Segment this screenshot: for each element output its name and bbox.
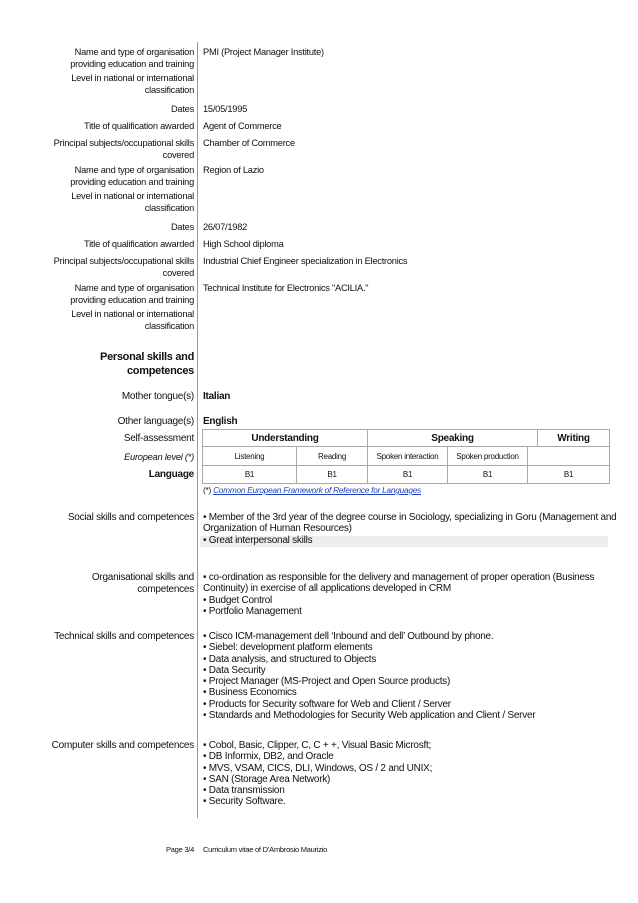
list-item: • SAN (Storage Area Network) [203, 773, 331, 785]
personal-skills-title: Personal skills and competences [100, 351, 194, 377]
list-item: • Great interpersonal skills [203, 534, 313, 546]
list-item: • Portfolio Management [203, 605, 302, 617]
technical-skills-label: Technical skills and competences [54, 631, 194, 642]
list-item: • Data transmission [203, 785, 285, 797]
education-value: Industrial Chief Engineer specialization in Electronics [203, 256, 408, 266]
level-reading: B1 [297, 466, 368, 484]
writing-subheader [528, 447, 610, 466]
level-listening: B1 [203, 466, 297, 484]
reading-header: Reading [297, 447, 368, 466]
list-item: • Security Software. [203, 796, 286, 808]
cefr-footnote: (*) Common European Framework of Reference for Languages [203, 485, 421, 495]
european-level-label: European level (*) [124, 452, 194, 462]
list-item: • Data analysis, and structured to Objects [203, 653, 377, 665]
mother-tongue-label: Mother tongue(s) [121, 391, 194, 402]
footer-title: Curriculum vitae of D’Ambrosio Maurizio [203, 845, 328, 854]
education-label: Title of qualification awarded [84, 239, 194, 249]
education-label: Name and type of organisation providing education and training [70, 283, 194, 305]
computer-skills-list [203, 740, 432, 808]
education-label: Level in national or international classification [71, 73, 194, 95]
organisational-skills-label: Organisational skills and competences [91, 572, 194, 595]
list-item: • Products for Security software for Web and Client / Server [203, 698, 451, 710]
list-item: • MVS, VSAM, CICS, DLI, Windows, OS / 2 and UNIX; [203, 762, 433, 774]
self-assessment-label: Self-assessment [123, 433, 194, 444]
list-item: • Standards and Methodologies for Security Web application and Client / Server [203, 710, 536, 722]
list-item: • Budget Control [203, 594, 272, 606]
education-value: Agent of Commerce [203, 121, 282, 131]
education-label: Level in national or international classification [71, 191, 194, 213]
technical-skills-list [203, 631, 535, 721]
education-label: Dates [170, 222, 194, 232]
education-label: Name and type of organisation providing education and training [70, 47, 194, 69]
list-item: • Project Manager (MS-Project and Open Source products) [203, 676, 451, 688]
level-spoken-production: B1 [448, 466, 528, 484]
level-spoken-interaction: B1 [368, 466, 448, 484]
list-item: • Member of the 3rd year of the degree course in Sociology, specializing in Goru (Management and [203, 512, 617, 523]
language-table-subheader-row [203, 447, 610, 466]
other-language-value: English [203, 416, 238, 427]
speaking-header: Speaking [368, 430, 538, 447]
social-skills-label: Social skills and competences [67, 512, 194, 523]
education-label: Level in national or international classification [71, 309, 194, 331]
writing-header: Writing [538, 430, 610, 447]
education-value: PMI (Project Manager Institute) [203, 47, 324, 57]
education-value: High School diploma [203, 239, 284, 249]
understanding-header: Understanding [203, 430, 368, 447]
language-table-header-row [203, 430, 610, 447]
list-item: • Data Security [203, 664, 266, 676]
education-value: Region of Lazio [203, 165, 264, 175]
column-divider [197, 42, 198, 818]
education-label: Title of qualification awarded [84, 121, 194, 131]
list-item: Continuity) in exercise of all applications developed in CRM [203, 583, 451, 595]
organisational-skills-list [203, 572, 594, 617]
spoken-production-header: Spoken production [448, 447, 528, 466]
education-label: Principal subjects/occupational skills covered [53, 256, 194, 278]
education-value: Technical Institute for Electronics "ACILIA." [203, 283, 369, 293]
level-writing: B1 [528, 466, 610, 484]
listening-header: Listening [203, 447, 297, 466]
language-table-level-row [203, 466, 610, 484]
education-value: 15/05/1995 [203, 104, 248, 114]
education-value: 26/07/1982 [203, 222, 248, 232]
page-number: Page 3/4 [165, 845, 194, 854]
cefr-link[interactable]: Common European Framework of Reference for Languages [213, 485, 421, 495]
language-label: Language [148, 469, 194, 480]
list-item: • Business Economics [203, 687, 297, 699]
list-item: • Cisco ICM-management dell ‘Inbound and dell’ Outbound by phone. [203, 631, 494, 642]
education-label: Dates [170, 104, 194, 114]
social-skills-list [203, 512, 616, 546]
education-label: Principal subjects/occupational skills covered [53, 138, 194, 160]
spoken-interaction-header: Spoken interaction [368, 447, 448, 466]
language-table [202, 429, 610, 484]
mother-tongue-value: Italian [203, 391, 231, 402]
list-item: • Siebel: development platform elements [203, 642, 373, 654]
list-item: • DB Informix, DB2, and Oracle [203, 751, 334, 763]
list-item: • Cobol, Basic, Clipper, C, C + +, Visual Basic Microsft; [203, 740, 432, 751]
computer-skills-label: Computer skills and competences [51, 740, 194, 751]
education-label: Name and type of organisation providing education and training [70, 165, 194, 187]
list-item: Organization of Human Resources) [203, 523, 352, 535]
other-language-label: Other language(s) [117, 416, 194, 427]
education-value: Chamber of Commerce [203, 138, 295, 148]
list-item: • co-ordination as responsible for the delivery and management of proper operation (Business [203, 572, 595, 583]
